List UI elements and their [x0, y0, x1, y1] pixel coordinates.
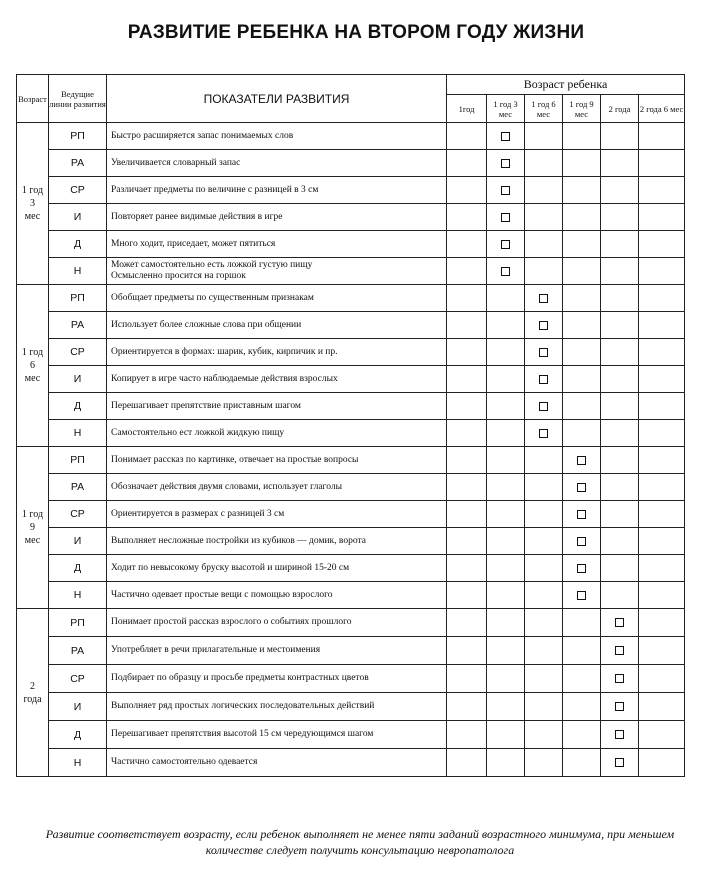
age-cell — [487, 204, 525, 231]
header-sub-age: 1год — [447, 95, 487, 123]
age-cell — [487, 285, 525, 312]
age-cell — [487, 366, 525, 393]
age-cell — [601, 637, 639, 665]
age-cell — [487, 582, 525, 609]
age-cell — [487, 693, 525, 721]
age-cell — [601, 447, 639, 474]
age-cell — [525, 637, 563, 665]
age-cell — [639, 528, 685, 555]
age-cell — [639, 339, 685, 366]
age-cell — [563, 231, 601, 258]
age-cell — [563, 339, 601, 366]
age-cell — [639, 231, 685, 258]
age-cell — [487, 123, 525, 150]
indicator-text: Частично самостоятельно одевается — [107, 749, 447, 777]
indicator-text: Употребляет в речи прилагательные и местоимения — [107, 637, 447, 665]
age-cell — [639, 637, 685, 665]
development-line: РП — [49, 447, 107, 474]
table-row — [17, 420, 685, 447]
age-cell — [487, 420, 525, 447]
age-cell — [601, 285, 639, 312]
age-cell — [601, 258, 639, 285]
age-cell — [487, 721, 525, 749]
age-cell — [563, 721, 601, 749]
age-cell — [525, 339, 563, 366]
age-cell — [447, 474, 487, 501]
table-row — [17, 312, 685, 339]
indicator-text: Понимает простой рассказ взрослого о событиях прошлого — [107, 609, 447, 637]
development-line: Н — [49, 749, 107, 777]
age-cell — [563, 123, 601, 150]
age-cell — [601, 339, 639, 366]
development-line: Д — [49, 393, 107, 420]
development-line: РП — [49, 285, 107, 312]
age-cell — [487, 665, 525, 693]
age-cell — [563, 474, 601, 501]
development-line: И — [49, 693, 107, 721]
table-row — [17, 204, 685, 231]
age-cell — [447, 231, 487, 258]
table-row — [17, 177, 685, 204]
checkbox[interactable] — [501, 159, 510, 168]
header-sub-age: 1 год 6 мес — [525, 95, 563, 123]
age-cell — [639, 204, 685, 231]
header-age: Возраст — [17, 75, 49, 123]
age-cell — [525, 258, 563, 285]
age-cell — [487, 555, 525, 582]
development-line: И — [49, 366, 107, 393]
indicator-text: Ориентируется в формах: шарик, кубик, кирпичик и пр. — [107, 339, 447, 366]
indicator-text: Увеличивается словарный запас — [107, 150, 447, 177]
age-cell — [447, 393, 487, 420]
indicator-text: Подбирает по образцу и просьбе предметы контрастных цветов — [107, 665, 447, 693]
age-cell — [601, 665, 639, 693]
checkbox[interactable] — [501, 240, 510, 249]
table-row — [17, 366, 685, 393]
development-line: РА — [49, 637, 107, 665]
age-cell — [563, 393, 601, 420]
development-line: И — [49, 204, 107, 231]
table-row — [17, 285, 685, 312]
age-cell — [563, 285, 601, 312]
indicator-text: Перешагивает препятствие приставным шагом — [107, 393, 447, 420]
indicator-text: Понимает рассказ по картинке, отвечает на простые вопросы — [107, 447, 447, 474]
age-cell — [525, 123, 563, 150]
checkbox[interactable] — [577, 510, 586, 519]
age-cell — [639, 150, 685, 177]
age-cell — [487, 312, 525, 339]
age-cell — [639, 501, 685, 528]
age-cell — [639, 393, 685, 420]
indicator-text: Быстро расширяется запас понимаемых слов — [107, 123, 447, 150]
development-line: Н — [49, 258, 107, 285]
checkbox[interactable] — [539, 294, 548, 303]
checkbox[interactable] — [539, 375, 548, 384]
development-line: РА — [49, 312, 107, 339]
age-cell — [639, 693, 685, 721]
development-line: РА — [49, 474, 107, 501]
age-cell — [563, 447, 601, 474]
age-cell — [487, 447, 525, 474]
checkbox[interactable] — [501, 132, 510, 141]
checkbox[interactable] — [539, 429, 548, 438]
age-cell — [601, 123, 639, 150]
age-cell — [563, 312, 601, 339]
checkbox[interactable] — [615, 618, 624, 627]
age-cell — [525, 501, 563, 528]
checkbox[interactable] — [539, 348, 548, 357]
development-line: РП — [49, 123, 107, 150]
age-cell — [601, 749, 639, 777]
development-line: СР — [49, 177, 107, 204]
age-cell — [601, 693, 639, 721]
age-cell — [639, 312, 685, 339]
checkbox[interactable] — [577, 483, 586, 492]
age-cell — [639, 258, 685, 285]
age-cell — [447, 665, 487, 693]
indicator-text: Повторяет ранее видимые действия в игре — [107, 204, 447, 231]
age-cell — [487, 339, 525, 366]
indicator-text: Ориентируется в размерах с разницей 3 см — [107, 501, 447, 528]
age-cell — [639, 177, 685, 204]
age-cell — [525, 609, 563, 637]
age-cell — [525, 582, 563, 609]
age-cell — [601, 150, 639, 177]
age-cell — [525, 721, 563, 749]
development-line: Н — [49, 582, 107, 609]
age-cell — [447, 528, 487, 555]
age-group-label: 1 год 9 мес — [17, 447, 49, 609]
age-cell — [447, 339, 487, 366]
development-line: Д — [49, 231, 107, 258]
table-row — [17, 609, 685, 637]
age-cell — [487, 150, 525, 177]
indicator-text: Самостоятельно ест ложкой жидкую пищу — [107, 420, 447, 447]
page-title: РАЗВИТИЕ РЕБЕНКА НА ВТОРОМ ГОДУ ЖИЗНИ — [127, 22, 585, 43]
age-cell — [447, 693, 487, 721]
indicator-text: Обобщает предметы по существенным признакам — [107, 285, 447, 312]
age-cell — [563, 749, 601, 777]
table-row — [17, 721, 685, 749]
age-cell — [447, 501, 487, 528]
checkbox[interactable] — [501, 186, 510, 195]
table-row — [17, 582, 685, 609]
age-cell — [563, 637, 601, 665]
table-row — [17, 231, 685, 258]
development-line: Д — [49, 721, 107, 749]
age-cell — [447, 555, 487, 582]
age-cell — [487, 528, 525, 555]
age-cell — [447, 285, 487, 312]
age-cell — [525, 555, 563, 582]
checkbox[interactable] — [539, 321, 548, 330]
age-group-label: 1 год 3 мес — [17, 123, 49, 285]
age-group-label: 2 года — [17, 609, 49, 777]
age-cell — [639, 609, 685, 637]
table-row — [17, 123, 685, 150]
age-cell — [601, 366, 639, 393]
age-cell — [525, 665, 563, 693]
age-cell — [639, 665, 685, 693]
age-cell — [601, 582, 639, 609]
development-table — [16, 74, 685, 777]
age-cell — [447, 721, 487, 749]
checkbox[interactable] — [539, 402, 548, 411]
age-cell — [563, 665, 601, 693]
development-line: Н — [49, 420, 107, 447]
development-line: СР — [49, 339, 107, 366]
age-cell — [487, 258, 525, 285]
age-cell — [563, 501, 601, 528]
table-row — [17, 637, 685, 665]
age-cell — [563, 258, 601, 285]
header-sub-age: 2 года 6 мес — [639, 95, 685, 123]
table-row — [17, 749, 685, 777]
header-sub-age: 1 год 3 мес — [487, 95, 525, 123]
table-row — [17, 393, 685, 420]
age-cell — [447, 637, 487, 665]
age-cell — [447, 204, 487, 231]
age-cell — [639, 447, 685, 474]
header-lines: Ведущие линии развития — [49, 75, 107, 123]
age-cell — [525, 447, 563, 474]
development-line: СР — [49, 501, 107, 528]
age-cell — [601, 555, 639, 582]
development-line: И — [49, 528, 107, 555]
age-cell — [563, 693, 601, 721]
development-line: СР — [49, 665, 107, 693]
age-cell — [639, 420, 685, 447]
checkbox[interactable] — [615, 758, 624, 767]
age-cell — [601, 501, 639, 528]
age-cell — [525, 693, 563, 721]
age-cell — [447, 150, 487, 177]
age-cell — [601, 393, 639, 420]
age-cell — [487, 749, 525, 777]
checkbox[interactable] — [501, 213, 510, 222]
age-cell — [563, 555, 601, 582]
table-row — [17, 665, 685, 693]
age-cell — [601, 312, 639, 339]
age-cell — [447, 123, 487, 150]
age-cell — [487, 231, 525, 258]
age-cell — [447, 420, 487, 447]
age-cell — [563, 150, 601, 177]
indicator-text: Частично одевает простые вещи с помощью взрослого — [107, 582, 447, 609]
age-cell — [563, 204, 601, 231]
checkbox[interactable] — [615, 702, 624, 711]
age-cell — [563, 177, 601, 204]
age-cell — [447, 609, 487, 637]
indicator-text: Различает предметы по величине с разницей в 3 см — [107, 177, 447, 204]
age-cell — [447, 312, 487, 339]
age-cell — [601, 177, 639, 204]
age-cell — [639, 123, 685, 150]
header-indicators: ПОКАЗАТЕЛИ РАЗВИТИЯ — [107, 75, 447, 123]
age-cell — [601, 231, 639, 258]
age-cell — [487, 393, 525, 420]
indicator-text: Выполняет несложные постройки из кубиков — домик, ворота — [107, 528, 447, 555]
checkbox[interactable] — [577, 564, 586, 573]
age-cell — [525, 204, 563, 231]
footer-note: Развитие соответствует возрасту, если ребенок выполняет не менее пяти заданий возрастного минимума, при меньшем количестве следует получить консультацию невропатолога — [45, 827, 675, 857]
age-cell — [639, 366, 685, 393]
age-cell — [525, 393, 563, 420]
indicator-text: Использует более сложные слова при общении — [107, 312, 447, 339]
age-cell — [487, 609, 525, 637]
header-sub-age: 1 год 9 мес — [563, 95, 601, 123]
age-cell — [447, 177, 487, 204]
age-cell — [525, 474, 563, 501]
age-cell — [563, 366, 601, 393]
age-cell — [563, 420, 601, 447]
table-row — [17, 339, 685, 366]
age-cell — [639, 555, 685, 582]
indicator-text: Может самостоятельно есть ложкой густую пищу Осмысленно просится на горшок — [107, 258, 447, 285]
age-cell — [525, 150, 563, 177]
age-cell — [447, 258, 487, 285]
checkbox[interactable] — [615, 730, 624, 739]
table-row — [17, 693, 685, 721]
age-cell — [639, 285, 685, 312]
age-cell — [601, 474, 639, 501]
age-cell — [639, 474, 685, 501]
indicator-text: Ходит по невысокому бруску высотой и шириной 15-20 см — [107, 555, 447, 582]
table-row — [17, 501, 685, 528]
checkbox[interactable] — [615, 674, 624, 683]
age-cell — [525, 312, 563, 339]
table-row — [17, 258, 685, 285]
table-row — [17, 150, 685, 177]
age-cell — [601, 721, 639, 749]
indicator-text: Обозначает действия двумя словами, использует глаголы — [107, 474, 447, 501]
table-row — [17, 555, 685, 582]
indicator-text: Перешагивает препятствия высотой 15 см чередующимся шагом — [107, 721, 447, 749]
age-cell — [525, 528, 563, 555]
age-cell — [525, 420, 563, 447]
table-row — [17, 474, 685, 501]
age-cell — [639, 582, 685, 609]
age-cell — [487, 501, 525, 528]
table-row — [17, 528, 685, 555]
checkbox[interactable] — [577, 591, 586, 600]
indicator-text: Выполняет ряд простых логических последовательных действий — [107, 693, 447, 721]
age-cell — [487, 637, 525, 665]
age-cell — [601, 204, 639, 231]
table-row — [17, 447, 685, 474]
checkbox[interactable] — [577, 456, 586, 465]
age-cell — [525, 749, 563, 777]
development-line: Д — [49, 555, 107, 582]
age-cell — [601, 528, 639, 555]
indicator-text: Много ходит, приседает, может пятиться — [107, 231, 447, 258]
age-cell — [563, 528, 601, 555]
development-line: РП — [49, 609, 107, 637]
age-cell — [601, 609, 639, 637]
development-line: РА — [49, 150, 107, 177]
age-cell — [563, 582, 601, 609]
header-sub-age: 2 года — [601, 95, 639, 123]
age-cell — [639, 721, 685, 749]
age-cell — [525, 231, 563, 258]
age-cell — [487, 474, 525, 501]
age-cell — [639, 749, 685, 777]
age-cell — [525, 285, 563, 312]
checkbox[interactable] — [615, 646, 624, 655]
checkbox[interactable] — [501, 267, 510, 276]
age-cell — [447, 366, 487, 393]
header-child-age: Возраст ребенка — [447, 75, 685, 95]
age-cell — [487, 177, 525, 204]
age-group-label: 1 год 6 мес — [17, 285, 49, 447]
age-cell — [601, 420, 639, 447]
age-cell — [447, 447, 487, 474]
age-cell — [447, 749, 487, 777]
indicator-text: Копирует в игре часто наблюдаемые действия взрослых — [107, 366, 447, 393]
age-cell — [563, 609, 601, 637]
age-cell — [525, 366, 563, 393]
age-cell — [447, 582, 487, 609]
checkbox[interactable] — [577, 537, 586, 546]
age-cell — [525, 177, 563, 204]
